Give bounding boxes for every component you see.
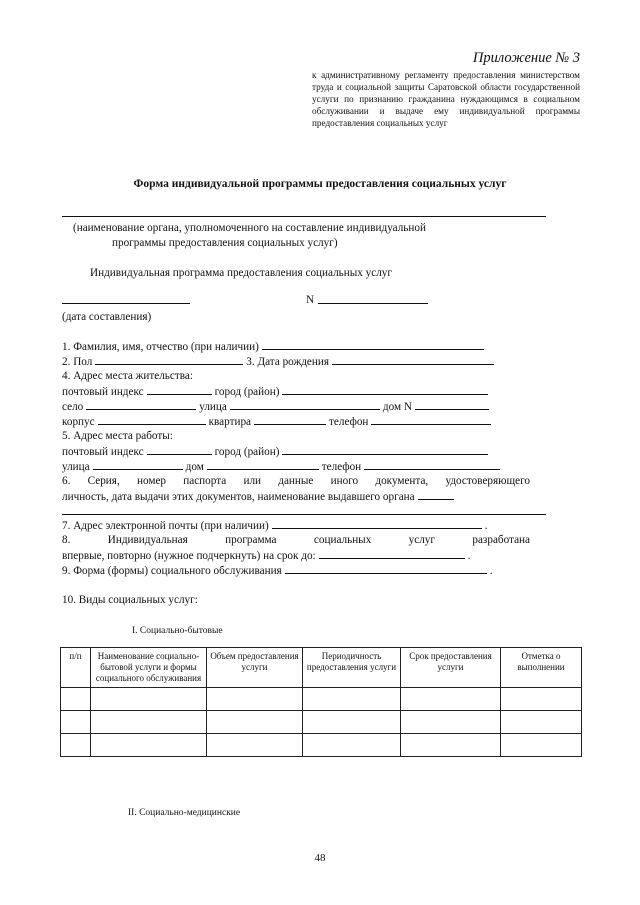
social-services-table xyxy=(60,647,582,757)
apartment-input[interactable] xyxy=(254,414,326,425)
table-cell[interactable] xyxy=(91,734,207,757)
table-row xyxy=(61,688,582,711)
page-number: 48 xyxy=(314,852,326,864)
residence-postal-city xyxy=(62,384,530,399)
city-label: город (район) xyxy=(214,386,280,398)
postal-index-label: почтовый индекс xyxy=(62,386,144,398)
gender-label: 2. Пол xyxy=(62,356,93,368)
term-period: . xyxy=(467,550,471,562)
table-cell[interactable] xyxy=(207,734,303,757)
birth-date-input[interactable] xyxy=(332,354,494,365)
number-line[interactable] xyxy=(318,303,428,304)
work-postal-city xyxy=(62,444,530,459)
table-row xyxy=(61,711,582,734)
house-label: дом N xyxy=(382,401,412,413)
email-input[interactable] xyxy=(272,518,482,529)
appendix-title: Приложение № 3 xyxy=(472,50,580,66)
email-label: 7. Адрес электронной почты (при наличии) xyxy=(62,520,269,532)
service-form-input[interactable] xyxy=(285,563,487,574)
work-postal-index-label: почтовый индекс xyxy=(62,446,144,458)
street-label: улица xyxy=(199,401,227,413)
table-row xyxy=(61,734,582,757)
work-city-input[interactable] xyxy=(282,444,488,455)
table-cell[interactable] xyxy=(501,711,582,734)
program-developed-line-1: 8. Индивидуальная программа социальных услуг разработана xyxy=(62,534,530,546)
table-cell[interactable] xyxy=(303,734,401,757)
table-cell[interactable] xyxy=(207,711,303,734)
table-cell[interactable] xyxy=(61,711,91,734)
col-volume: Объем предоставления услуги xyxy=(207,648,303,688)
field-email xyxy=(62,518,530,533)
work-house-input[interactable] xyxy=(207,459,319,470)
service-types-heading: 10. Виды социальных услуг: xyxy=(62,594,198,606)
field-service-form xyxy=(62,563,530,578)
date-line[interactable] xyxy=(62,303,190,304)
residence-village-street xyxy=(62,399,530,414)
date-caption: (дата составления) xyxy=(62,311,152,323)
service-form-period: . xyxy=(489,565,493,577)
table-cell[interactable] xyxy=(303,711,401,734)
full-name-input[interactable] xyxy=(262,339,484,350)
table-cell[interactable] xyxy=(207,688,303,711)
passport-line-2 xyxy=(62,489,530,504)
work-phone-label: телефон xyxy=(321,461,362,473)
section-1-title: I. Социально-бытовые xyxy=(132,626,223,636)
passport-input-2[interactable] xyxy=(62,514,546,515)
col-term: Срок предоставления услуги xyxy=(401,648,501,688)
passport-label-2: личность, дата выдачи этих документов, наименование выдавшего органа xyxy=(62,491,415,503)
building-label: корпус xyxy=(62,416,95,428)
table-cell[interactable] xyxy=(91,688,207,711)
city-input[interactable] xyxy=(282,384,488,395)
program-heading: Индивидуальная программа предоставления социальных услуг xyxy=(90,267,392,279)
authority-caption-1: (наименование органа, уполномоченного на составление индивидуальной xyxy=(73,222,426,234)
col-service-name: Наименование социально-бытовой услуги и формы социального обслуживания xyxy=(91,648,207,688)
birth-date-label: 3. Дата рождения xyxy=(246,356,329,368)
postal-index-input[interactable] xyxy=(147,384,212,395)
section-2-title: II. Социально-медицинские xyxy=(128,808,241,818)
phone-label: телефон xyxy=(329,416,369,428)
work-street-label: улица xyxy=(62,461,90,473)
authority-name-line[interactable] xyxy=(62,216,546,217)
work-address-heading: 5. Адрес места работы: xyxy=(62,430,173,442)
village-label: село xyxy=(62,401,84,413)
table-cell[interactable] xyxy=(501,734,582,757)
work-street-house-phone xyxy=(62,459,530,474)
street-input[interactable] xyxy=(230,399,380,410)
table-cell[interactable] xyxy=(91,711,207,734)
residence-address-heading: 4. Адрес места жительства: xyxy=(62,370,193,382)
house-input[interactable] xyxy=(415,399,489,410)
phone-input[interactable] xyxy=(371,414,491,425)
col-number: п/п xyxy=(61,648,91,688)
building-input[interactable] xyxy=(98,414,206,425)
field-full-name xyxy=(62,339,530,354)
table-cell[interactable] xyxy=(401,734,501,757)
passport-line-1: 6. Серия, номер паспорта или данные иного документа, удостоверяющего xyxy=(62,475,530,487)
table-cell[interactable] xyxy=(501,688,582,711)
field-gender-birth xyxy=(62,354,530,369)
col-frequency: Периодичность предоставления услуги xyxy=(303,648,401,688)
work-phone-input[interactable] xyxy=(364,459,500,470)
service-form-label: 9. Форма (формы) социального обслуживания xyxy=(62,565,282,577)
work-street-input[interactable] xyxy=(93,459,183,470)
table-header-row xyxy=(61,648,582,688)
work-city-label: город (район) xyxy=(214,446,280,458)
full-name-label: 1. Фамилия, имя, отчество (при наличии) xyxy=(62,341,259,353)
form-title: Форма индивидуальной программы предоставления социальных услуг xyxy=(133,178,507,190)
table-cell[interactable] xyxy=(401,688,501,711)
number-label: N xyxy=(306,294,315,306)
table-cell[interactable] xyxy=(61,688,91,711)
program-term-input[interactable] xyxy=(319,548,465,559)
passport-input-1[interactable] xyxy=(418,489,454,500)
work-postal-index-input[interactable] xyxy=(147,444,212,455)
appendix-note: к административному регламенту предоставления министерством труда и социальной защиты Саратовской области государственной услуги по признанию гражданина нуждающимся в социальном обслуживании и выдаче ему индивидуальной программы предоставления социальных услуг xyxy=(312,70,580,128)
table-cell[interactable] xyxy=(401,711,501,734)
village-input[interactable] xyxy=(86,399,196,410)
table-cell[interactable] xyxy=(61,734,91,757)
authority-caption-2: программы предоставления социальных услуг) xyxy=(112,237,338,249)
gender-input[interactable] xyxy=(95,354,243,365)
program-term-label: впервые, повторно (нужное подчеркнуть) на срок до: xyxy=(62,550,316,562)
table-cell[interactable] xyxy=(303,688,401,711)
residence-building-apartment xyxy=(62,414,530,429)
col-completion-mark: Отметка о выполнении xyxy=(501,648,582,688)
work-house-label: дом xyxy=(185,461,204,473)
apartment-label: квартира xyxy=(208,416,252,428)
program-developed-line-2 xyxy=(62,548,530,563)
email-period: . xyxy=(484,520,488,532)
